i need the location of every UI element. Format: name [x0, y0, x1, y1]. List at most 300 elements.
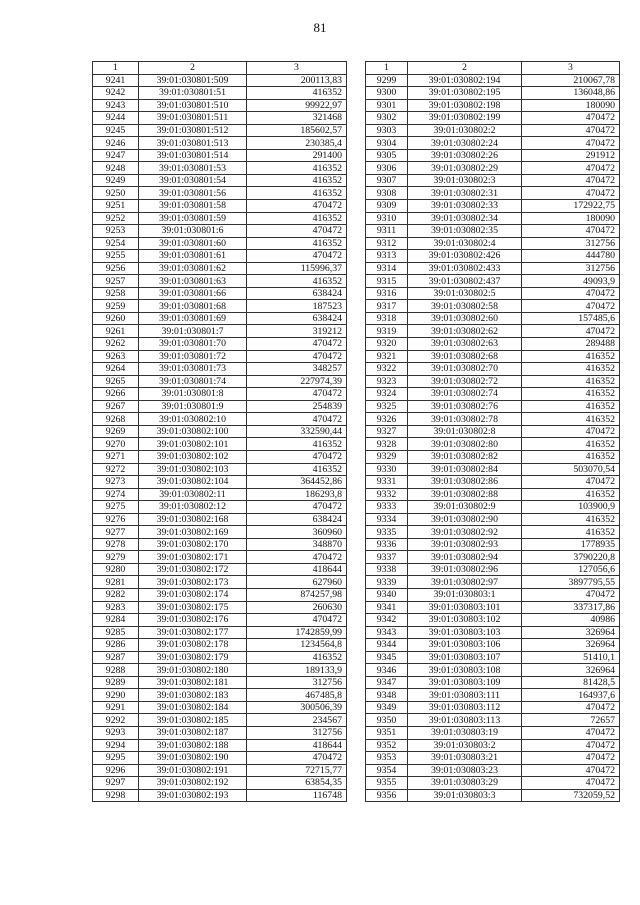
- row-number: 9342: [366, 614, 408, 627]
- column-header-row: [93, 62, 347, 75]
- table-row: [366, 626, 620, 639]
- table-row: [366, 551, 620, 564]
- cadastral-number: 39:01:030802:169: [139, 526, 247, 539]
- table-row: [366, 74, 620, 87]
- cadastral-number: 39:01:030802:426: [408, 250, 522, 263]
- cadastral-value: 627960: [247, 576, 347, 589]
- row-number: 9318: [366, 312, 408, 325]
- cadastral-value: 470472: [247, 225, 347, 238]
- cadastral-number: 39:01:030802:104: [139, 476, 247, 489]
- table-row: [366, 526, 620, 539]
- table-row: [366, 300, 620, 313]
- cadastral-value: 1742859,99: [247, 626, 347, 639]
- cadastral-value: 470472: [522, 726, 620, 739]
- cadastral-number: 39:01:030802:168: [139, 513, 247, 526]
- row-number: 9337: [366, 551, 408, 564]
- row-number: 9325: [366, 400, 408, 413]
- cadastral-number: 39:01:030801:510: [139, 99, 247, 112]
- cadastral-value: 186293,8: [247, 488, 347, 501]
- table-row: [93, 450, 347, 463]
- row-number: 9273: [93, 476, 139, 489]
- cadastral-number: 39:01:030802:2: [408, 124, 522, 137]
- row-number: 9274: [93, 488, 139, 501]
- cadastral-value: 470472: [247, 501, 347, 514]
- row-number: 9245: [93, 124, 139, 137]
- cadastral-value: 332590,44: [247, 425, 347, 438]
- row-number: 9298: [93, 789, 139, 802]
- cadastral-number: 39:01:030802:62: [408, 325, 522, 338]
- cadastral-value: 187523: [247, 300, 347, 313]
- row-number: 9353: [366, 752, 408, 765]
- cadastral-value: 470472: [522, 300, 620, 313]
- table-row: [93, 262, 347, 275]
- table-row: [93, 87, 347, 100]
- cadastral-number: 39:01:030802:72: [408, 375, 522, 388]
- cadastral-value: 470472: [522, 764, 620, 777]
- cadastral-number: 39:01:030802:178: [139, 639, 247, 652]
- cadastral-number: 39:01:030802:193: [139, 789, 247, 802]
- row-number: 9324: [366, 388, 408, 401]
- cadastral-number: 39:01:030802:76: [408, 400, 522, 413]
- cadastral-value: 72715,77: [247, 764, 347, 777]
- cadastral-value: 72657: [522, 714, 620, 727]
- cadastral-value: 416352: [522, 388, 620, 401]
- cadastral-number: 39:01:030801:54: [139, 174, 247, 187]
- cadastral-value: 136048,86: [522, 87, 620, 100]
- row-number: 9304: [366, 137, 408, 150]
- cadastral-value: 326964: [522, 626, 620, 639]
- cadastral-number: 39:01:030802:60: [408, 312, 522, 325]
- row-number: 9270: [93, 438, 139, 451]
- row-number: 9296: [93, 764, 139, 777]
- table-row: [93, 112, 347, 125]
- row-number: 9317: [366, 300, 408, 313]
- row-number: 9313: [366, 250, 408, 263]
- table-row: [366, 363, 620, 376]
- cadastral-value: 3790220,8: [522, 551, 620, 564]
- cadastral-number: 39:01:030802:175: [139, 601, 247, 614]
- cadastral-number: 39:01:030801:62: [139, 262, 247, 275]
- row-number: 9276: [93, 513, 139, 526]
- table-row: [366, 576, 620, 589]
- table-row: [93, 626, 347, 639]
- table-row: [93, 212, 347, 225]
- cadastral-value: 416352: [247, 187, 347, 200]
- cadastral-value: 470472: [522, 225, 620, 238]
- row-number: 9307: [366, 174, 408, 187]
- table-row: [93, 664, 347, 677]
- table-row: [366, 488, 620, 501]
- cadastral-value: 470472: [247, 614, 347, 627]
- table-row: [93, 739, 347, 752]
- table-row: [366, 563, 620, 576]
- row-number: 9328: [366, 438, 408, 451]
- cadastral-value: 164937,6: [522, 689, 620, 702]
- column-header: 2: [139, 62, 247, 75]
- row-number: 9326: [366, 413, 408, 426]
- cadastral-number: 39:01:030801:7: [139, 325, 247, 338]
- cadastral-number: 39:01:030802:84: [408, 463, 522, 476]
- cadastral-value: 312756: [247, 676, 347, 689]
- table-row: [93, 400, 347, 413]
- row-number: 9305: [366, 149, 408, 162]
- table-row: [93, 789, 347, 802]
- cadastral-number: 39:01:030801:6: [139, 225, 247, 238]
- cadastral-value: 418644: [247, 563, 347, 576]
- cadastral-value: 638424: [247, 513, 347, 526]
- cadastral-number: 39:01:030801:514: [139, 149, 247, 162]
- cadastral-number: 39:01:030802:88: [408, 488, 522, 501]
- row-number: 9352: [366, 739, 408, 752]
- row-number: 9297: [93, 777, 139, 790]
- cadastral-number: 39:01:030802:74: [408, 388, 522, 401]
- row-number: 9338: [366, 563, 408, 576]
- cadastral-number: 39:01:030802:184: [139, 701, 247, 714]
- cadastral-value: 416352: [247, 212, 347, 225]
- cadastral-number: 39:01:030802:433: [408, 262, 522, 275]
- table-row: [366, 174, 620, 187]
- row-number: 9300: [366, 87, 408, 100]
- cadastral-value: 470472: [522, 752, 620, 765]
- cadastral-value: 470472: [247, 350, 347, 363]
- cadastral-number: 39:01:030803:23: [408, 764, 522, 777]
- cadastral-number: 39:01:030803:103: [408, 626, 522, 639]
- cadastral-number: 39:01:030802:199: [408, 112, 522, 125]
- row-number: 9286: [93, 639, 139, 652]
- table-row: [366, 513, 620, 526]
- table-row: [93, 124, 347, 137]
- row-number: 9356: [366, 789, 408, 802]
- cadastral-value: 81428,5: [522, 676, 620, 689]
- cadastral-value: 172922,75: [522, 200, 620, 213]
- cadastral-number: 39:01:030801:51: [139, 87, 247, 100]
- cadastral-value: 49093,9: [522, 275, 620, 288]
- cadastral-value: 416352: [247, 87, 347, 100]
- table-row: [366, 789, 620, 802]
- row-number: 9271: [93, 450, 139, 463]
- table-row: [93, 576, 347, 589]
- cadastral-value: 234567: [247, 714, 347, 727]
- page-number: 81: [313, 20, 327, 35]
- row-number: 9336: [366, 538, 408, 551]
- cadastral-number: 39:01:030803:113: [408, 714, 522, 727]
- row-number: 9252: [93, 212, 139, 225]
- cadastral-value: 116748: [247, 789, 347, 802]
- cadastral-number: 39:01:030803:107: [408, 651, 522, 664]
- table-row: [366, 275, 620, 288]
- table-row: [93, 752, 347, 765]
- cadastral-value: 185602,57: [247, 124, 347, 137]
- cadastral-number: 39:01:030802:4: [408, 237, 522, 250]
- cadastral-value: 254839: [247, 400, 347, 413]
- row-number: 9267: [93, 400, 139, 413]
- cadastral-number: 39:01:030802:102: [139, 450, 247, 463]
- left-cadastral-table: [92, 61, 347, 802]
- row-number: 9350: [366, 714, 408, 727]
- cadastral-value: 470472: [522, 162, 620, 175]
- cadastral-value: 319212: [247, 325, 347, 338]
- table-row: [93, 413, 347, 426]
- row-number: 9259: [93, 300, 139, 313]
- column-header: 1: [93, 62, 139, 75]
- cadastral-number: 39:01:030803:19: [408, 726, 522, 739]
- table-row: [93, 513, 347, 526]
- row-number: 9282: [93, 588, 139, 601]
- cadastral-value: 115996,37: [247, 262, 347, 275]
- cadastral-number: 39:01:030802:177: [139, 626, 247, 639]
- table-row: [366, 752, 620, 765]
- column-header: 2: [408, 62, 522, 75]
- row-number: 9319: [366, 325, 408, 338]
- cadastral-number: 39:01:030802:10: [139, 413, 247, 426]
- cadastral-value: 51410,1: [522, 651, 620, 664]
- cadastral-value: 470472: [522, 425, 620, 438]
- table-row: [93, 438, 347, 451]
- table-row: [366, 338, 620, 351]
- cadastral-value: 467485,8: [247, 689, 347, 702]
- cadastral-number: 39:01:030803:111: [408, 689, 522, 702]
- row-number: 9316: [366, 287, 408, 300]
- cadastral-value: 416352: [522, 513, 620, 526]
- cadastral-number: 39:01:030802:93: [408, 538, 522, 551]
- cadastral-value: 470472: [247, 450, 347, 463]
- table-row: [366, 450, 620, 463]
- table-row: [366, 400, 620, 413]
- row-number: 9334: [366, 513, 408, 526]
- cadastral-value: 470472: [522, 325, 620, 338]
- table-row: [366, 99, 620, 112]
- cadastral-value: 348257: [247, 363, 347, 376]
- row-number: 9339: [366, 576, 408, 589]
- row-number: 9289: [93, 676, 139, 689]
- table-row: [366, 112, 620, 125]
- table-row: [366, 413, 620, 426]
- cadastral-number: 39:01:030802:70: [408, 363, 522, 376]
- row-number: 9251: [93, 200, 139, 213]
- row-number: 9314: [366, 262, 408, 275]
- cadastral-value: 416352: [247, 162, 347, 175]
- cadastral-value: 470472: [247, 250, 347, 263]
- table-row: [93, 551, 347, 564]
- cadastral-value: 321468: [247, 112, 347, 125]
- cadastral-value: 470472: [522, 187, 620, 200]
- cadastral-number: 39:01:030802:176: [139, 614, 247, 627]
- table-row: [93, 614, 347, 627]
- cadastral-number: 39:01:030802:172: [139, 563, 247, 576]
- cadastral-value: 210067,78: [522, 74, 620, 87]
- row-number: 9263: [93, 350, 139, 363]
- row-number: 9257: [93, 275, 139, 288]
- cadastral-number: 39:01:030802:188: [139, 739, 247, 752]
- row-number: 9266: [93, 388, 139, 401]
- cadastral-number: 39:01:030802:12: [139, 501, 247, 514]
- table-row: [366, 651, 620, 664]
- cadastral-number: 39:01:030802:101: [139, 438, 247, 451]
- row-number: 9351: [366, 726, 408, 739]
- table-row: [93, 639, 347, 652]
- cadastral-value: 638424: [247, 312, 347, 325]
- row-number: 9302: [366, 112, 408, 125]
- row-number: 9290: [93, 689, 139, 702]
- cadastral-number: 39:01:030802:29: [408, 162, 522, 175]
- table-row: [366, 287, 620, 300]
- table-row: [93, 777, 347, 790]
- row-number: 9335: [366, 526, 408, 539]
- cadastral-number: 39:01:030802:26: [408, 149, 522, 162]
- table-row: [366, 237, 620, 250]
- cadastral-value: 326964: [522, 664, 620, 677]
- cadastral-number: 39:01:030802:3: [408, 174, 522, 187]
- table-row: [366, 149, 620, 162]
- cadastral-value: 416352: [522, 375, 620, 388]
- row-number: 9272: [93, 463, 139, 476]
- cadastral-number: 39:01:030802:103: [139, 463, 247, 476]
- cadastral-value: 230385,4: [247, 137, 347, 150]
- table-row: [93, 501, 347, 514]
- row-number: 9279: [93, 551, 139, 564]
- cadastral-number: 39:01:030801:8: [139, 388, 247, 401]
- row-number: 9242: [93, 87, 139, 100]
- cadastral-number: 39:01:030803:21: [408, 752, 522, 765]
- table-row: [93, 651, 347, 664]
- row-number: 9269: [93, 425, 139, 438]
- cadastral-number: 39:01:030801:60: [139, 237, 247, 250]
- row-number: 9288: [93, 664, 139, 677]
- row-number: 9261: [93, 325, 139, 338]
- table-row: [366, 200, 620, 213]
- cadastral-number: 39:01:030801:512: [139, 124, 247, 137]
- cadastral-value: 470472: [247, 200, 347, 213]
- table-row: [93, 200, 347, 213]
- cadastral-number: 39:01:030801:74: [139, 375, 247, 388]
- row-number: 9322: [366, 363, 408, 376]
- table-row: [366, 425, 620, 438]
- cadastral-value: 360960: [247, 526, 347, 539]
- table-row: [366, 262, 620, 275]
- cadastral-value: 312756: [522, 262, 620, 275]
- table-row: [366, 250, 620, 263]
- cadastral-value: 470472: [522, 588, 620, 601]
- row-number: 9320: [366, 338, 408, 351]
- row-number: 9311: [366, 225, 408, 238]
- row-number: 9265: [93, 375, 139, 388]
- row-number: 9278: [93, 538, 139, 551]
- cadastral-value: 180090: [522, 99, 620, 112]
- cadastral-value: 416352: [247, 174, 347, 187]
- table-row: [93, 425, 347, 438]
- cadastral-value: 1234564,8: [247, 639, 347, 652]
- table-row: [93, 287, 347, 300]
- column-header: 3: [522, 62, 620, 75]
- cadastral-number: 39:01:030802:9: [408, 501, 522, 514]
- row-number: 9268: [93, 413, 139, 426]
- cadastral-value: 337317,86: [522, 601, 620, 614]
- cadastral-number: 39:01:030802:86: [408, 476, 522, 489]
- table-row: [366, 388, 620, 401]
- row-number: 9294: [93, 739, 139, 752]
- row-number: 9332: [366, 488, 408, 501]
- row-number: 9281: [93, 576, 139, 589]
- row-number: 9241: [93, 74, 139, 87]
- table-row: [93, 563, 347, 576]
- row-number: 9341: [366, 601, 408, 614]
- table-row: [93, 726, 347, 739]
- table-row: [93, 162, 347, 175]
- row-number: 9327: [366, 425, 408, 438]
- cadastral-number: 39:01:030801:73: [139, 363, 247, 376]
- cadastral-number: 39:01:030802:33: [408, 200, 522, 213]
- row-number: 9329: [366, 450, 408, 463]
- cadastral-number: 39:01:030802:8: [408, 425, 522, 438]
- table-row: [366, 714, 620, 727]
- row-number: 9260: [93, 312, 139, 325]
- row-number: 9244: [93, 112, 139, 125]
- cadastral-value: 99922,97: [247, 99, 347, 112]
- cadastral-value: 416352: [522, 488, 620, 501]
- table-row: [93, 149, 347, 162]
- cadastral-number: 39:01:030801:72: [139, 350, 247, 363]
- cadastral-number: 39:01:030802:180: [139, 664, 247, 677]
- table-row: [93, 526, 347, 539]
- cadastral-number: 39:01:030802:190: [139, 752, 247, 765]
- cadastral-value: 3897795,55: [522, 576, 620, 589]
- cadastral-number: 39:01:030803:29: [408, 777, 522, 790]
- table-row: [366, 124, 620, 137]
- cadastral-value: 416352: [522, 526, 620, 539]
- table-row: [93, 363, 347, 376]
- row-number: 9256: [93, 262, 139, 275]
- cadastral-value: 470472: [247, 752, 347, 765]
- cadastral-value: 291912: [522, 149, 620, 162]
- cadastral-value: 291400: [247, 149, 347, 162]
- cadastral-number: 39:01:030801:66: [139, 287, 247, 300]
- cadastral-number: 39:01:030802:97: [408, 576, 522, 589]
- cadastral-number: 39:01:030802:31: [408, 187, 522, 200]
- table-row: [93, 689, 347, 702]
- column-header: 3: [247, 62, 347, 75]
- row-number: 9323: [366, 375, 408, 388]
- table-row: [366, 162, 620, 175]
- table-row: [366, 588, 620, 601]
- table-row: [366, 312, 620, 325]
- row-number: 9349: [366, 701, 408, 714]
- row-number: 9301: [366, 99, 408, 112]
- cadastral-number: 39:01:030801:513: [139, 137, 247, 150]
- table-row: [366, 739, 620, 752]
- table-row: [366, 350, 620, 363]
- table-row: [366, 87, 620, 100]
- table-row: [93, 237, 347, 250]
- table-row: [366, 689, 620, 702]
- row-number: 9346: [366, 664, 408, 677]
- table-row: [366, 463, 620, 476]
- table-row: [366, 501, 620, 514]
- table-row: [93, 375, 347, 388]
- row-number: 9280: [93, 563, 139, 576]
- row-number: 9333: [366, 501, 408, 514]
- cadastral-value: 503070,54: [522, 463, 620, 476]
- row-number: 9283: [93, 601, 139, 614]
- cadastral-value: 470472: [247, 338, 347, 351]
- cadastral-number: 39:01:030802:187: [139, 726, 247, 739]
- table-row: [93, 325, 347, 338]
- cadastral-number: 39:01:030802:96: [408, 563, 522, 576]
- cadastral-number: 39:01:030803:108: [408, 664, 522, 677]
- cadastral-value: 416352: [522, 413, 620, 426]
- cadastral-number: 39:01:030803:2: [408, 739, 522, 752]
- table-row: [93, 350, 347, 363]
- cadastral-value: 1778935: [522, 538, 620, 551]
